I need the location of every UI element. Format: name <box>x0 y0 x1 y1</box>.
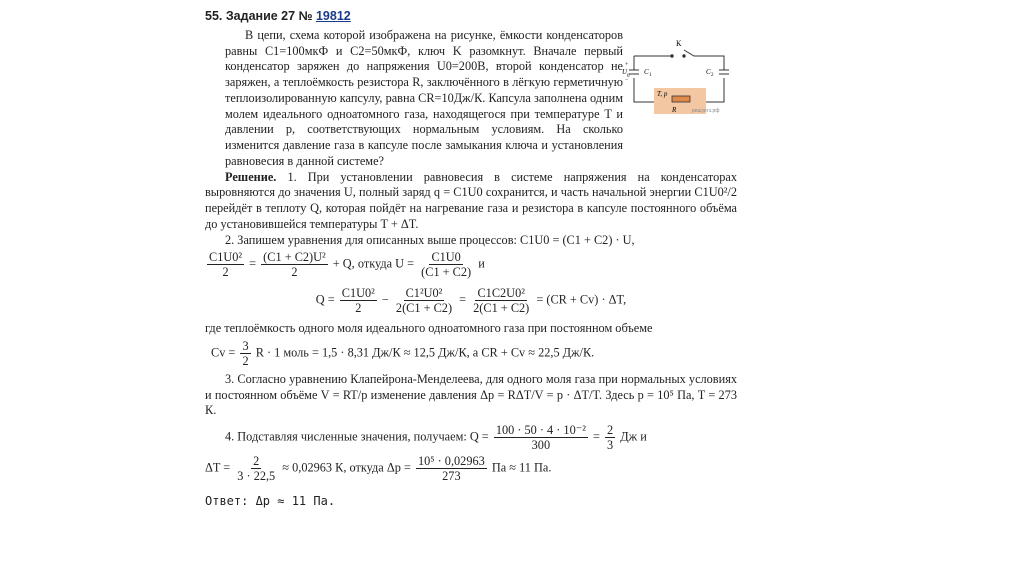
equation-heat: Q = $\frac{\text{C1U0²}}{2}$ − $\frac{\text{C1²U0²}}{2(C1 + C2)}$ = $\frac{\text{C1C2U0²}}{2(C1 + C2)}$ = (CR + Cv) · ΔT, <box>315 285 627 315</box>
r-label: R <box>672 106 677 114</box>
c1-sub: 1 <box>649 73 652 78</box>
solution-step-2: 2. Запишем уравнения для описанных выше процессов: C1U0 = (C1 + C2) · U, <box>225 232 635 247</box>
gas-heat-capacity-note: где теплоёмкость одного моля идеального одноатомного газа при постоянном объеме <box>205 320 653 335</box>
watermark: решуегэ.рф <box>692 108 720 114</box>
fraction: $\frac{\text{C1U0²}}{2}$ <box>209 250 243 280</box>
c2-label: C <box>706 68 711 76</box>
problem-link[interactable]: 19812 <box>315 9 351 23</box>
plus-sign: + <box>625 62 629 68</box>
equation-energy: $\frac{\text{C1U0²}}{2}$ = $\frac{\text{(C1 + C2)U²}}{2}$ + Q, откуда U = $\frac{C1U0}{(C1 + C2)}$ и <box>209 250 485 280</box>
minus-sign: − <box>625 77 629 83</box>
solution-step-4: 4. Подставляя численные значения, получаем: Q = $\frac{\text{100 · 50 · 4 · 10⁻²}}{300}$ = $\frac{2}{3}$ Дж и <box>225 423 647 453</box>
problem-text: В цепи, схема которой изображена на рисунке, ёмкости конденсаторов равны C1=100мкФ и C2=50мкФ, ключ K разомкнут. Вначале первый конденсатор заряжен до напряжения U0=200В, второй конденсатор не заряжен, а теплоёмкость резистора R, заключённого в лёгкую герметичную теплоизолированную капсулу, равна CR=10Дж/К. Капсула заполнена одним молем идеального одноатомного газа, находящегося при температуре T и давлении p, соответствующих нормальным условиям. На сколько изменится давление газа в капсуле после замыкания ключа и установления равновесия в данной системе? <box>225 28 623 168</box>
switch-label: К <box>676 39 682 48</box>
problem-header <box>205 8 737 24</box>
solution-step-1 <box>205 170 737 233</box>
solution-label: Решение. <box>225 169 277 184</box>
fraction: $\frac{\text{(C1 + C2)U²}}{2}$ <box>263 250 326 280</box>
fraction: $\frac{C1U0}{(C1 + C2)}$ <box>421 250 472 280</box>
c1-label: C <box>644 68 649 76</box>
tp-label: T, p <box>657 90 668 98</box>
circuit-diagram <box>620 36 738 120</box>
solution-step-1-text: 1. При установлении равновесия в системе напряжения на конденсаторах выровняются до значения U, полный заряд q = C1U0 сохранится, и часть начальной энергии C1U0²/2 перейдёт в теплоту Q, которая пойдёт на нагревание газа и резистора в капсуле постоянного объёма до установившейся температуры T + ΔT. <box>205 169 737 231</box>
resistor <box>672 96 690 102</box>
equation-dp: ΔT = $\frac{2}{3 \cdot 22,5}$ ≈ 0,02963 К, откуда Δp = $\frac{\text{10⁵ · 0,02963}}{273}$ Па ≈ 11 Па. <box>205 454 552 484</box>
equation-cv: Cv = $\frac{3}{2}$ R · 1 моль = 1,5 · 8,31 Дж/К ≈ 12,5 Дж/К, а CR + Cv ≈ 22,5 Дж/К. <box>211 338 595 368</box>
answer: Ответ: Δp ≈ 11 Па. <box>205 493 336 508</box>
solution-step-3: 3. Согласно уравнению Клапейрона-Менделеева, для одного моля газа при нормальных условиях и постоянном объёме V = RT/p изменение давления Δp = RΔT/V = p · ΔT/T. Здесь p = 10⁵ Па, T = 273 К. <box>205 371 737 418</box>
problem-title: 55. Задание 27 № <box>205 9 313 23</box>
u0-label: U <box>622 68 628 76</box>
c2-sub: 2 <box>711 73 714 78</box>
u0-sub: 0 <box>627 74 630 79</box>
